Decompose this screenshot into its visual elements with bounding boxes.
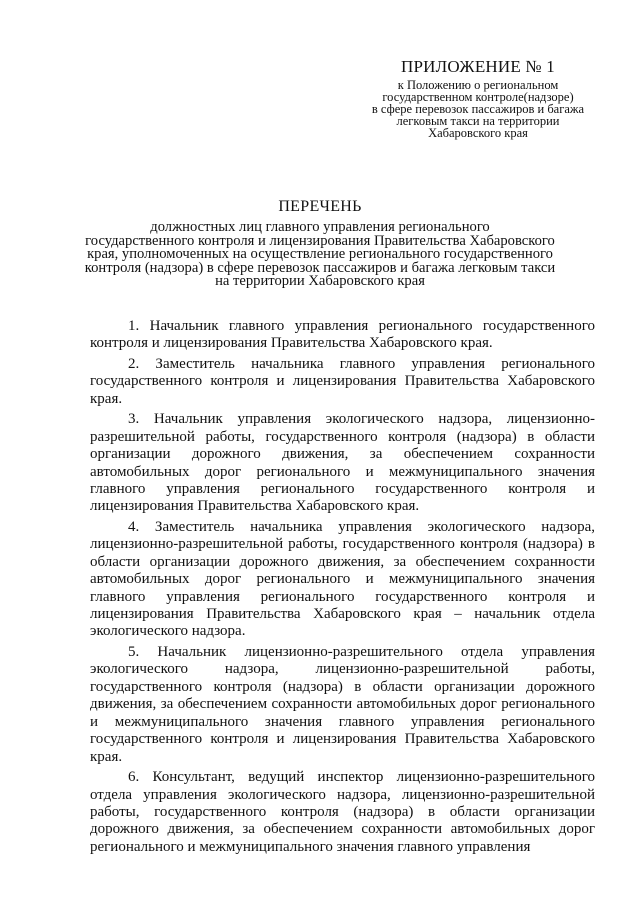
subtitle-line: края, уполномоченных на осуществление регионального государственного — [87, 246, 553, 262]
appendix-line: легковым такси на территории — [396, 114, 560, 128]
document-title: ПЕРЕЧЕНЬ — [278, 198, 362, 215]
subtitle-line: государственного контроля и лицензирования Правительства Хабаровского — [85, 232, 555, 249]
appendix-header — [358, 57, 598, 139]
list-item: 4. Заместитель начальника управления экологического надзора, лицензионно-разрешительной работы, государственного контроля (надзора) в области организации дорожного движения, за обеспечением сохранности автомобильных дорог регионального и межмуниципального значения главного управления регионального государственного контроля и лицензирования Правительства Хабаровского края – начальник отдела экологического надзора. — [90, 519, 595, 640]
appendix-title: ПРИЛОЖЕНИЕ № 1 — [401, 57, 555, 76]
subtitle-line: на территории Хабаровского края — [215, 273, 425, 289]
list-item: 1. Начальник главного управления регионального государственного контроля и лицензирования Правительства Хабаровского края. — [90, 318, 595, 352]
list-item: 5. Начальник лицензионно-разрешительного отдела управления экологического надзора, лицензионно-разрешительной работы, государственного контроля (надзора) в области организации дорожного движения, за обеспечением сохранности автомобильных дорог регионального и межмуниципального значения главного управления регионального государственного контроля и лицензирования Правительства Хабаровского края. — [90, 644, 595, 765]
appendix-line: государственном контроле(надзоре) — [382, 90, 574, 104]
list-item: 2. Заместитель начальника главного управления регионального государственного контроля и лицензирования Правительства Хабаровского края. — [90, 356, 595, 407]
subtitle-line: контроля (надзора) в сфере перевозок пассажиров и багажа легковым такси — [84, 259, 556, 276]
appendix-line: Хабаровского края — [428, 126, 528, 140]
officials-list — [90, 318, 595, 859]
list-item: 6. Консультант, ведущий инспектор лицензионно-разрешительного отдела управления экологического надзора, лицензионно-разрешительной работы, государственного контроля (надзора) в области организации дорожного движения, за обеспечением сохранности автомобильных дорог регионального и межмуниципального значения главного управления — [90, 769, 595, 855]
appendix-line: в сфере перевозок пассажиров и багажа — [371, 102, 585, 116]
subtitle-line: должностных лиц главного управления регионального — [150, 219, 490, 235]
appendix-line: к Положению о региональном — [397, 78, 559, 92]
document-subtitle — [80, 221, 560, 289]
list-item: 3. Начальник управления экологического надзора, лицензионно-разрешительной работы, государственного контроля (надзора) в области организации дорожного движения, за обеспечением сохранности автомобильных дорог регионального и межмуниципального значения главного управления регионального государственного контроля и лицензирования Правительства Хабаровского края. — [90, 411, 595, 515]
